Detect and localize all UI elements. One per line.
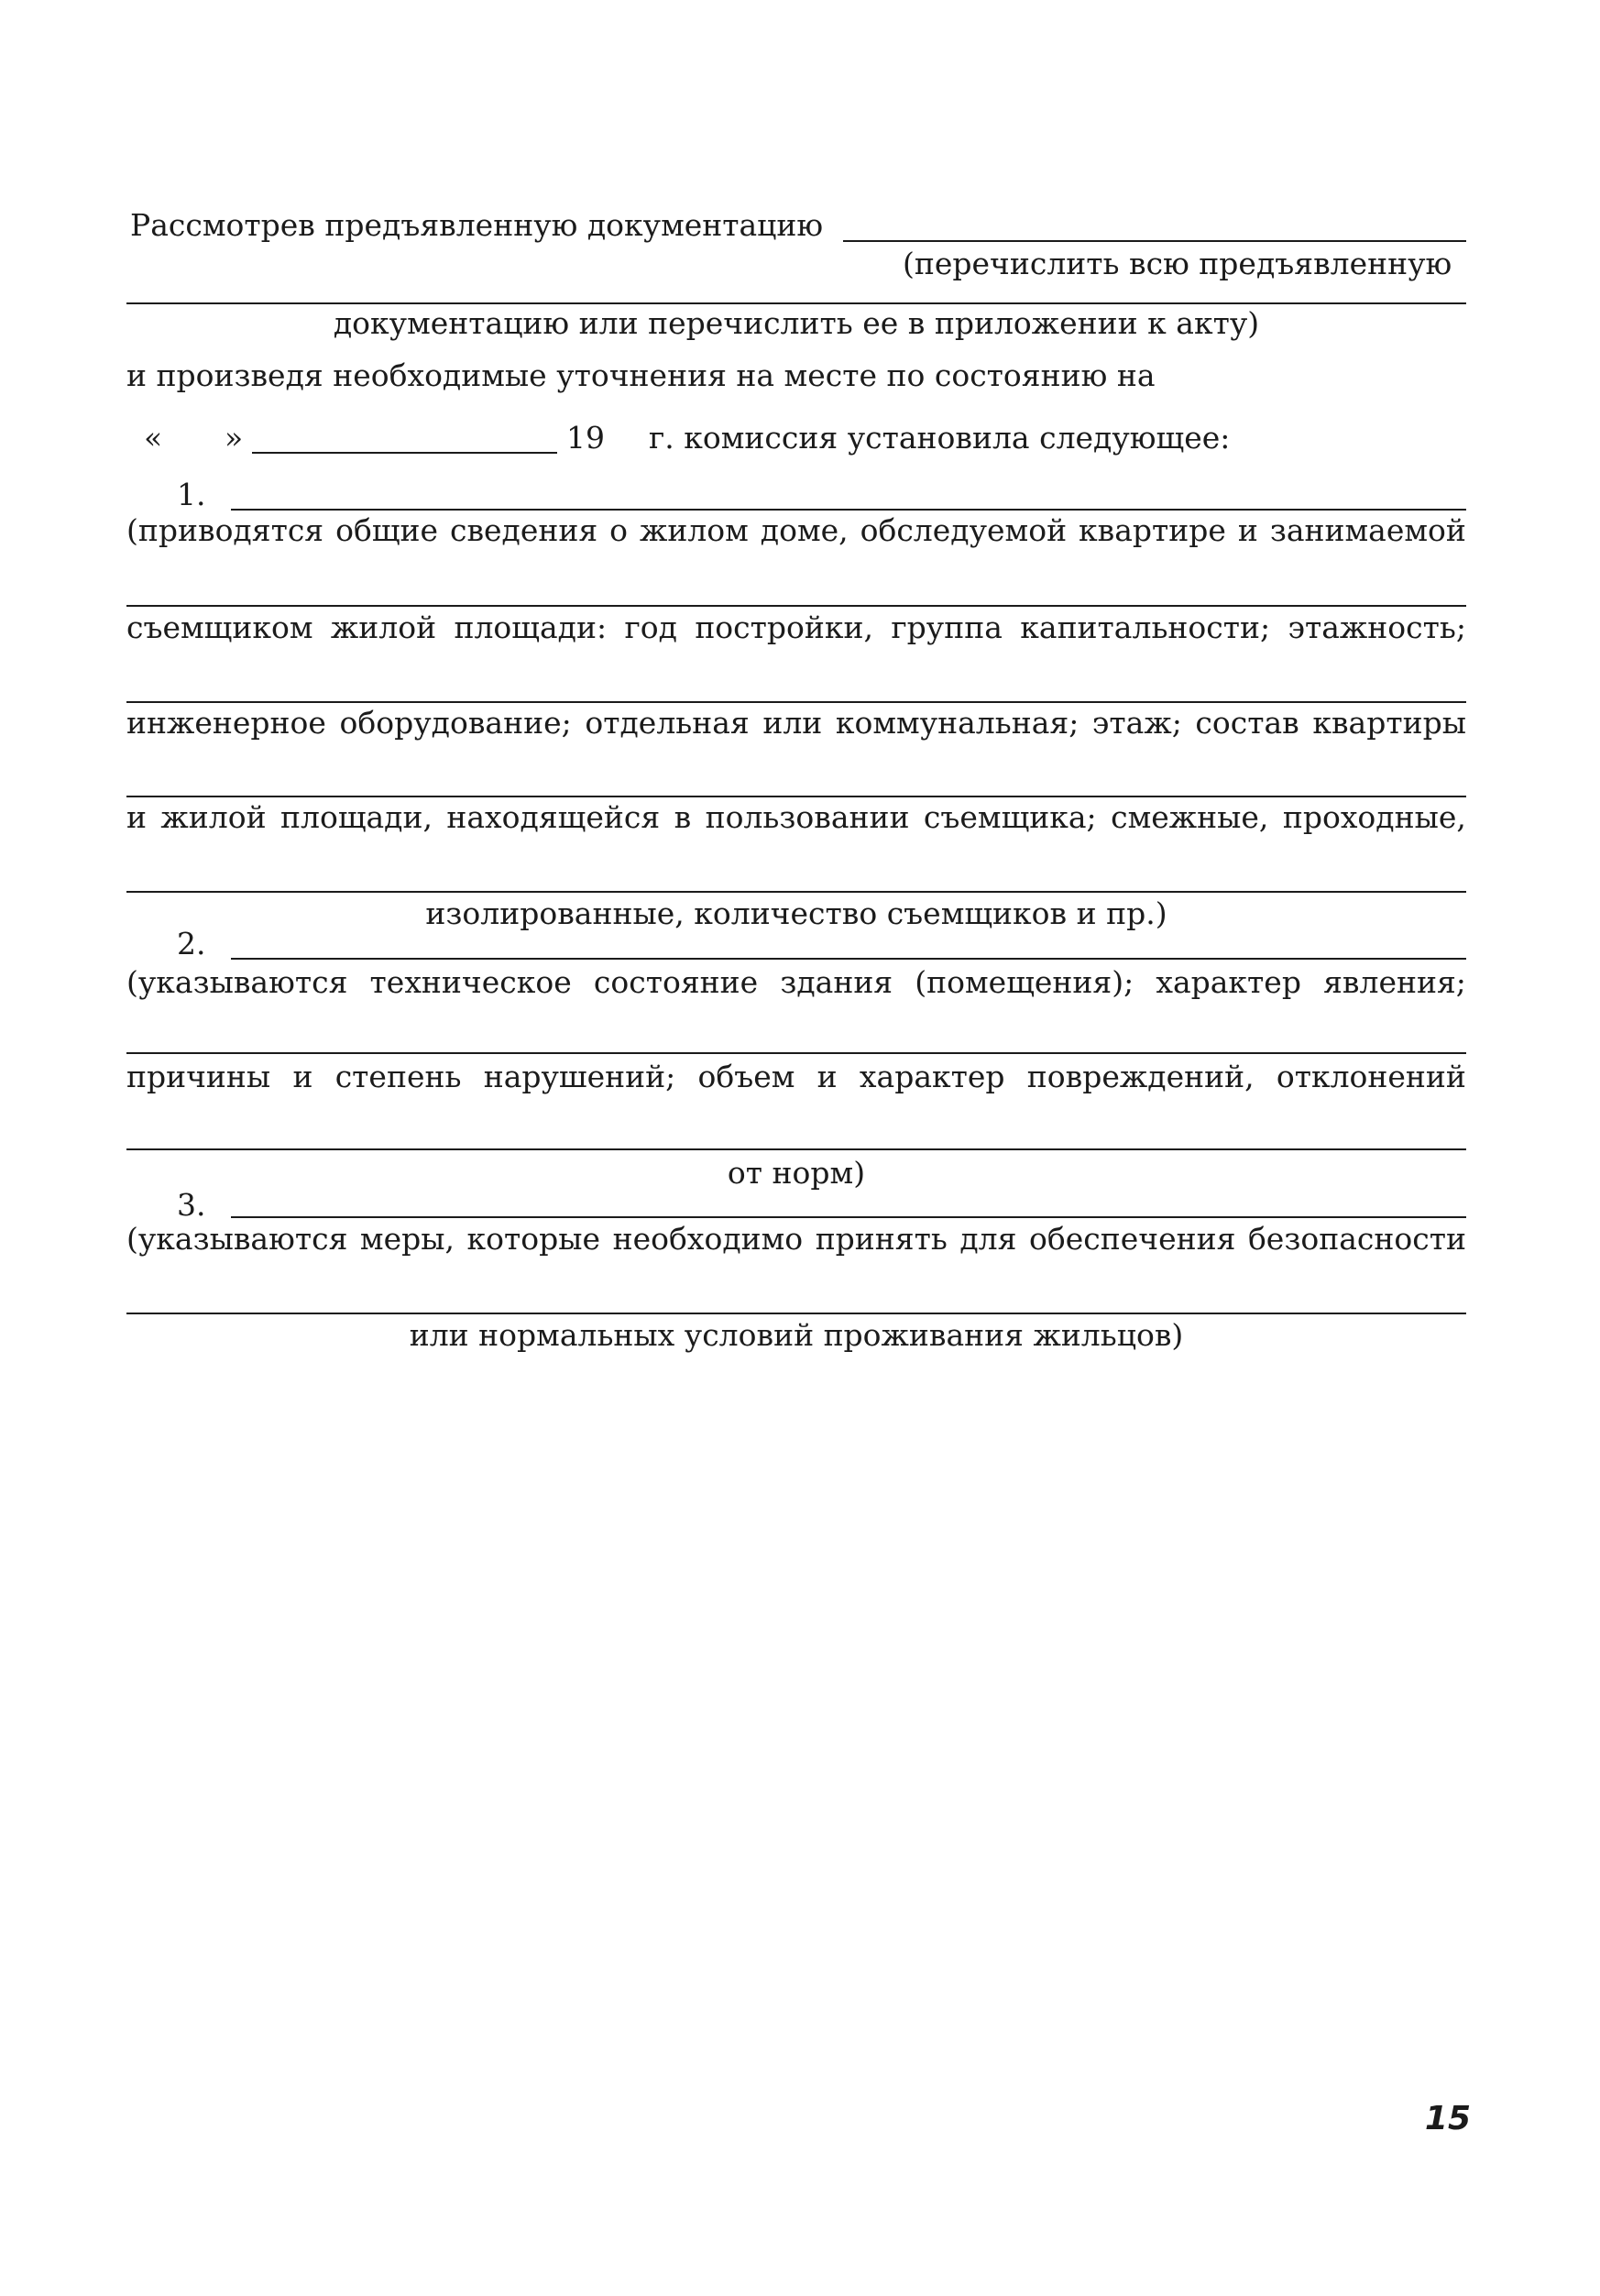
word: и: [1237, 512, 1258, 548]
word: о: [609, 512, 629, 548]
item-1-note-line-3: [126, 705, 1466, 742]
word: доме,: [760, 512, 849, 548]
word: смежные,: [1111, 799, 1269, 835]
word: находящейся: [446, 799, 661, 835]
word: жилой: [330, 610, 437, 645]
word: принять: [815, 1221, 948, 1257]
header-line: Рассмотрев предъявленную документацию: [130, 207, 824, 243]
word: площади:: [454, 610, 608, 645]
word: (указываются: [126, 1221, 348, 1257]
word: общие: [335, 512, 439, 548]
clarification-line: и произведя необходимые уточнения на месте по состоянию на: [126, 357, 1156, 393]
word: группа: [891, 610, 1003, 645]
word: и: [126, 799, 147, 835]
word: проходные,: [1282, 799, 1466, 835]
item-1-blank-5: [126, 891, 1466, 893]
documentation-note-a: (перечислить всю предъявленную: [903, 246, 1452, 281]
date-close-quote: »: [225, 420, 244, 456]
word: характер: [859, 1059, 1005, 1094]
word: степень: [334, 1059, 462, 1094]
word: этаж;: [1091, 705, 1182, 741]
word: пользовании: [705, 799, 910, 835]
word: жилом: [639, 512, 749, 548]
word: необходимо: [612, 1221, 804, 1257]
word: занимаемой: [1269, 512, 1466, 548]
item-3-number: 3.: [177, 1187, 206, 1223]
word: объем: [697, 1059, 795, 1094]
word: (помещения);: [915, 964, 1134, 1000]
word: постройки,: [695, 610, 874, 645]
word: причины: [126, 1059, 271, 1094]
item-3-note-line-1: [126, 1221, 1466, 1258]
word: коммунальная;: [835, 705, 1079, 741]
word: состояние: [593, 964, 759, 1000]
word: квартиры: [1312, 705, 1466, 741]
word: отдельная: [585, 705, 750, 741]
word: сведения: [449, 512, 598, 548]
item-2-blank-3: [126, 1148, 1466, 1150]
item-2-note-line-2: [126, 1059, 1466, 1095]
item-1-number: 1.: [177, 477, 206, 512]
word: техническое: [369, 964, 572, 1000]
word: состав: [1195, 705, 1299, 741]
word: обследуемой: [860, 512, 1068, 548]
word: жилой: [160, 799, 267, 835]
item-3-blank: [231, 1216, 1466, 1218]
word: которые: [466, 1221, 601, 1257]
word: инженерное: [126, 705, 326, 741]
commission-line: г. комиссия установила следующее:: [649, 420, 1231, 456]
word: (указываются: [126, 964, 348, 1000]
item-1-blank-3: [126, 701, 1466, 703]
page-number: 15: [1424, 2100, 1471, 2137]
date-open-quote: «: [144, 420, 163, 456]
item-2-note-line-1: [126, 964, 1466, 1001]
word: для: [959, 1221, 1017, 1257]
item-2-blank-2: [126, 1052, 1466, 1054]
word: нарушений;: [483, 1059, 676, 1094]
item-1-blank-2: [126, 605, 1466, 607]
word: характер: [1156, 964, 1301, 1000]
word: в: [674, 799, 692, 835]
word: или: [762, 705, 823, 741]
item-1-note-line-1: [126, 512, 1466, 549]
word: площади,: [280, 799, 433, 835]
documentation-blank-2: [126, 302, 1466, 304]
item-3-blank-2: [126, 1313, 1466, 1314]
word: безопасности: [1247, 1221, 1466, 1257]
word: меры,: [359, 1221, 455, 1257]
word: отклонений: [1276, 1059, 1466, 1094]
word: явления;: [1323, 964, 1466, 1000]
item-1-blank-4: [126, 796, 1466, 797]
word: съемщика;: [923, 799, 1097, 835]
word: и: [816, 1059, 838, 1094]
word: этажность;: [1288, 610, 1466, 645]
word: год: [624, 610, 677, 645]
item-2-note-last: от норм): [727, 1155, 866, 1191]
item-3-note-last: или нормальных условий проживания жильцов): [409, 1317, 1184, 1353]
word: повреждений,: [1026, 1059, 1255, 1094]
word: (приводятся: [126, 512, 324, 548]
documentation-note-b: документацию или перечислить ее в приложении к акту): [333, 305, 1260, 341]
word: капитальности;: [1020, 610, 1271, 645]
documentation-blank: [843, 240, 1466, 242]
item-1-note-last: изолированные, количество съемщиков и пр.): [425, 895, 1167, 931]
word: обеспечения: [1028, 1221, 1236, 1257]
date-year: 19: [566, 420, 605, 456]
word: съемщиком: [126, 610, 313, 645]
item-2-number: 2.: [177, 926, 206, 961]
word: здания: [780, 964, 893, 1000]
item-1-note-line-4: [126, 799, 1466, 836]
item-1-note-line-2: [126, 610, 1466, 646]
item-2-blank: [231, 958, 1466, 960]
date-month-blank: [252, 452, 557, 454]
word: оборудование;: [339, 705, 572, 741]
item-1-blank: [231, 509, 1466, 511]
word: квартире: [1079, 512, 1226, 548]
word: и: [292, 1059, 313, 1094]
